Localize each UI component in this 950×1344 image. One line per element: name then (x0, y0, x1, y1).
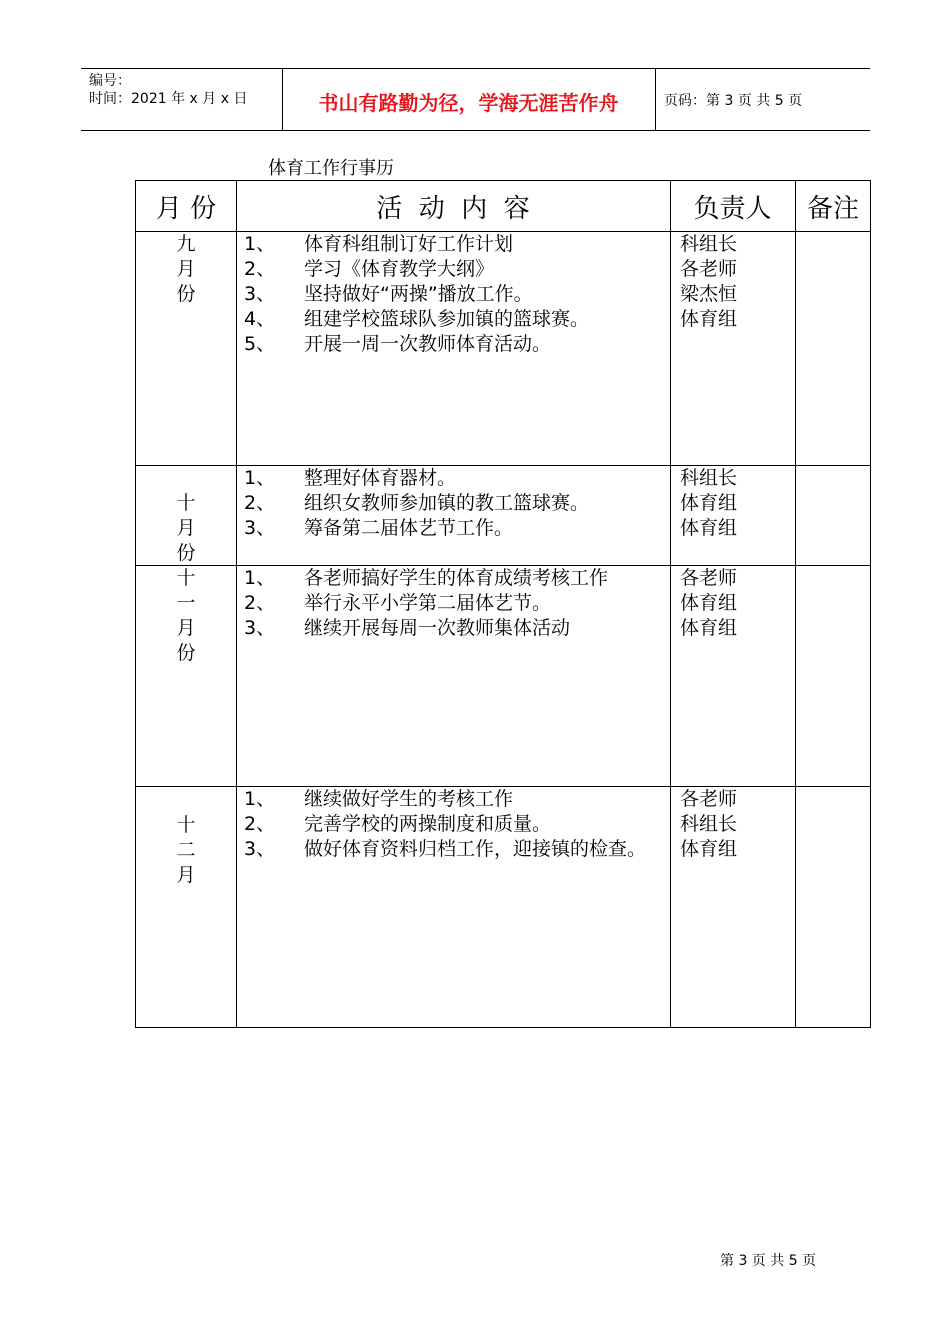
table-col-divider (795, 181, 796, 1027)
activity-num: 2、 (244, 258, 276, 280)
month-char: 一 (176, 592, 196, 614)
serial-label: 编号： (89, 73, 131, 89)
activity-item (244, 232, 664, 257)
month-char: 月 (176, 617, 196, 639)
month-cell (136, 566, 236, 666)
activity-item (244, 837, 664, 862)
person-cell (680, 787, 790, 862)
month-char: 份 (176, 642, 196, 664)
month-char: 份 (176, 283, 196, 305)
month-cell (136, 813, 236, 888)
activity-text: 继续开展每周一次教师集体活动 (304, 617, 571, 639)
activity-num: 5、 (244, 333, 276, 355)
header-note: 备注 (806, 193, 859, 224)
activity-num: 3、 (244, 283, 276, 305)
month-char: 九 (176, 233, 196, 255)
table-col-divider (670, 181, 671, 1027)
document-title: 体育工作行事历 (268, 158, 394, 179)
person-name: 体育组 (680, 492, 738, 514)
month-char: 二 (176, 839, 196, 861)
activity-num: 3、 (244, 617, 276, 639)
page-footer: 第 3 页 共 5 页 (720, 1253, 817, 1269)
person-name: 各老师 (680, 258, 738, 280)
activity-text: 坚持做好“两操”播放工作。 (304, 283, 533, 305)
activity-item (244, 812, 664, 837)
activity-item (244, 787, 664, 812)
activity-item (244, 466, 664, 491)
activity-num: 2、 (244, 592, 276, 614)
person-cell (680, 566, 790, 641)
activity-item (244, 516, 664, 541)
person-name: 科组长 (680, 233, 738, 255)
time-label: 时间：2021 年 x 月 x 日 (89, 91, 248, 107)
header-month: 月 份 (155, 193, 217, 224)
activity-item (244, 566, 668, 591)
month-char: 十 (176, 492, 196, 514)
header-motto: 书山有路勤为径，学海无涯苦作舟 (318, 91, 619, 115)
activity-text: 整理好体育器材。 (304, 467, 457, 489)
person-name: 体育组 (680, 838, 738, 860)
activities-cell (244, 466, 664, 541)
activity-num: 1、 (244, 467, 276, 489)
activity-text: 各老师搞好学生的体育成绩考核工作 (304, 567, 609, 589)
activity-item (244, 491, 664, 516)
activity-text: 学习《体育教学大纲》 (304, 258, 495, 280)
activity-item (244, 257, 664, 282)
activity-text: 筹备第二届体艺节工作。 (304, 517, 514, 539)
month-char: 份 (176, 542, 196, 564)
activity-num: 1、 (244, 788, 276, 810)
header-page-info: 页码：第 3 页 共 5 页 (664, 93, 803, 109)
month-cell (136, 232, 236, 307)
month-char: 月 (176, 258, 196, 280)
activities-cell (244, 232, 664, 357)
activities-cell (244, 566, 668, 641)
activity-item (244, 591, 668, 616)
activity-text: 做好体育资料归档工作，迎接镇的检查。 (304, 838, 647, 860)
month-cell (136, 491, 236, 566)
header-divider (655, 69, 656, 130)
activity-text: 完善学校的两操制度和质量。 (304, 813, 552, 835)
page-header (81, 68, 870, 131)
month-char: 月 (176, 864, 196, 886)
activity-text: 继续做好学生的考核工作 (304, 788, 514, 810)
activity-text: 组织女教师参加镇的教工篮球赛。 (304, 492, 590, 514)
header-meta (89, 72, 247, 108)
person-name: 各老师 (680, 567, 738, 589)
month-char: 十 (176, 814, 196, 836)
activity-num: 4、 (244, 308, 276, 330)
activity-text: 开展一周一次教师体育活动。 (304, 333, 552, 355)
activity-item (244, 307, 664, 332)
person-cell (680, 466, 790, 541)
person-name: 梁杰恒 (680, 283, 738, 305)
activity-item (244, 282, 664, 307)
person-name: 科组长 (680, 813, 738, 835)
schedule-table (135, 180, 871, 1028)
activity-num: 1、 (244, 567, 276, 589)
person-name: 各老师 (680, 788, 738, 810)
activity-num: 3、 (244, 517, 276, 539)
person-name: 体育组 (680, 592, 738, 614)
activity-item (244, 616, 668, 641)
person-name: 体育组 (680, 517, 738, 539)
person-cell (680, 232, 790, 332)
header-person: 负责人 (693, 193, 772, 224)
activity-num: 2、 (244, 492, 276, 514)
activities-cell (244, 787, 664, 862)
table-col-divider (236, 181, 237, 1027)
month-char: 十 (176, 567, 196, 589)
activity-num: 1、 (244, 233, 276, 255)
month-char: 月 (176, 517, 196, 539)
activity-item (244, 332, 664, 357)
activity-text: 组建学校篮球队参加镇的篮球赛。 (304, 308, 590, 330)
activity-text: 举行永平小学第二届体艺节。 (304, 592, 552, 614)
activity-num: 3、 (244, 838, 276, 860)
person-name: 体育组 (680, 617, 738, 639)
person-name: 体育组 (680, 308, 738, 330)
header-activities: 活 动 内 容 (376, 193, 530, 224)
activity-num: 2、 (244, 813, 276, 835)
person-name: 科组长 (680, 467, 738, 489)
activity-text: 体育科组制订好工作计划 (304, 233, 514, 255)
